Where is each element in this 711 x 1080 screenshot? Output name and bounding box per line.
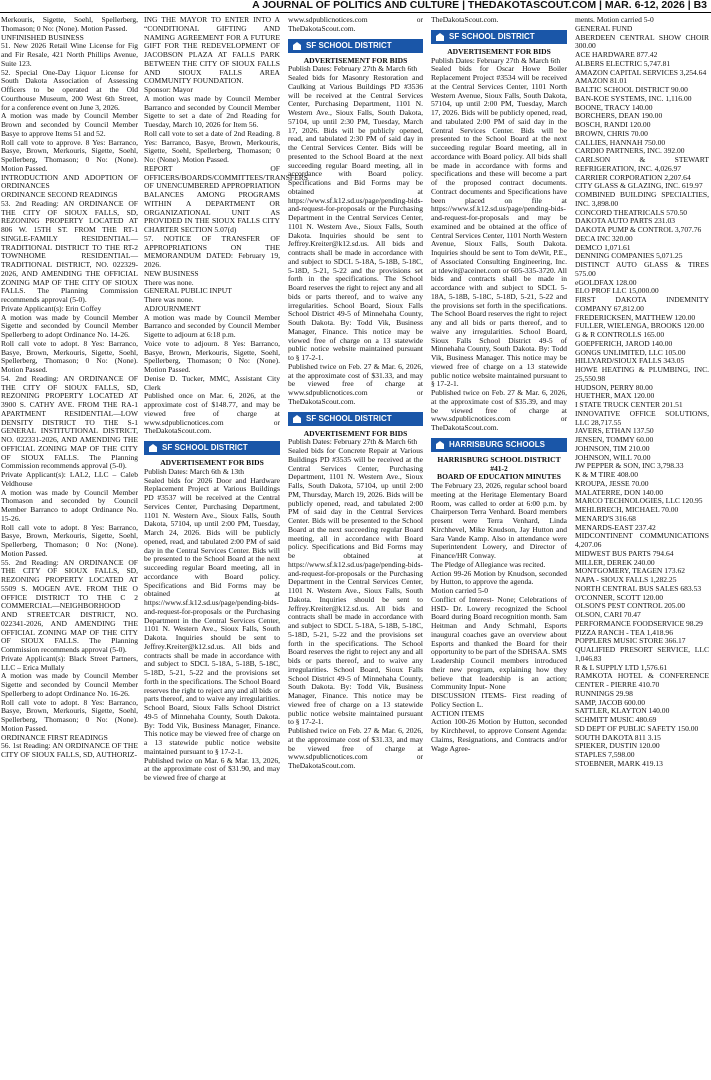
section-banner — [431, 30, 567, 44]
column-2 — [144, 15, 308, 1076]
column-5 — [575, 16, 709, 1076]
ad-heading: ADVERTISEMENT FOR BIDS — [303, 55, 408, 65]
ad-heading: ADVERTISEMENT FOR BIDS — [303, 428, 408, 438]
column-4 — [431, 16, 567, 1076]
city-council-minutes-end: ING THE MAYOR TO ENTER INTO A “CONDITIONAL GIFTING AND NAMING AGREEMENT FOR A FUTURE GIFT FOR THE REDEVELOPMENT OF JACOBSON PLAZA AT FALLS PARK BETWEEN THE CITY OF SIOUX FALLS AND SIOUX FALLS AREA COMMUNITY FOUNDATION. Sponsor: Mayor A motion was made by Council Member Barranco and seconded by Council Member Sigette to set a date of 2nd Reading for Tuesday, March 10, 2026 for Item 56. Roll call vote to set a date of 2nd Reading. 8 Yes: Barranco, Basye, Brown, Merkouris, Sigette, Soehl, Spellerberg, Thomason; 0 No: (None). Motion Passed. REPORT OF OFFICERS/BOARDS/COMMITTEES/TRANSFERS OF UNENCUMBERED APPROPRIATION BALANCES AMONG PROGRAMS WITHIN A DEPARTMENT OR ORGANIZATIONAL UNIT AS PROVIDED IN THE SIOUX FALLS CITY CHARTER SECTION 5.07(d) 57. NOTICE OF TRANSFER OF APPROPRIATIONS ON THE MEMORANDUM DATED: February 19, 2026. NEW BUSINESS There was none. GENERAL PUBLIC INPUT There was none. ADJOURNMENT A motion was made by Council Member Barranco and seconded by Council Member Sigette to adjourn at 6:18 p.m. Voice vote to adjourn. 8 Yes: Barranco, Basye, Brown, Merkouris, Sigette, Soehl, Spellerberg, Thomason; 0 No: (None). Motion Passed. Denise D. Tucker, MMC, Assistant City Clerk Published once on Mar. 6, 2026, at the approximate cost of $148.77, and may be viewed free of charge at www.sdpublicnotices.com or TheDakotaScout.com. — [144, 15, 308, 436]
section-banner-label: SF SCHOOL DISTRICT — [306, 413, 392, 423]
city-council-minutes-continued: Merkouris, Sigette, Soehl, Spellerberg, Thomason; 0 No: (None). Motion Passed. UNFINISHED BUSINESS 51. New 2026 Retail Wine License for Fig and Fir Resale, 421 North Phillips Avenue, Suite 123. 52. Special One-Day Liquor License for South Dakota Association of Assessing Officers to be operated at the Old Courthouse Museum, 200 West 6th Street, for a conference event on June 3, 2026. A motion was made by Council Member Brown and seconded by Council Member Basye to approve Items 51 and 52. Roll call vote to approve. 8 Yes: Barranco, Basye, Brown, Merkouris, Sigette, Soehl, Spellerberg, Thomason; 0 No: (None). Motion Passed. INTRODUCTION AND ADOPTION OF ORDINANCES ORDINANCE SECOND READINGS 53. 2nd Reading: AN ORDINANCE OF THE CITY OF SIOUX FALLS, SD, REZONING PROPERTY LOCATED AT 806 W. 15TH ST. FROM THE RT-1 SINGLE-FAMILY RESIDENTIAL—TRADITIONAL DISTRICT TO THE RT-2 TOWNHOME RESIDENTIAL—TRADITIONAL DISTRICT, NO. 022329-2026, AND AMENDING THE OFFICIAL ZONING MAP OF THE CITY OF SIOUX FALLS. The Planning Commission recommends approval (5-0). Private Applicant(s): Erin Coffey A motion was made by Council Member Sigette and seconded by Council Member Spellerberg to adopt Ordinance No. 14-26. Roll call vote to adopt. 8 Yes: Barranco, Basye, Brown, Merkouris, Sigette, Soehl, Spellerberg, Thomason; 0 No: (None). Motion Passed. 54. 2nd Reading: AN ORDINANCE OF THE CITY OF SIOUX FALLS, SD, REZONING PROPERTY LOCATED AT 3900 S. CATHY AVE. FROM THE RA-1 APARTMENT RESIDENTIAL—LOW DENSITY DISTRICT TO THE S-1 GENERAL INSTITUTIONAL DISTRICT, NO. 022331-2026, AND AMENDING THE OFFICIAL ZONING MAP OF THE CITY OF SIOUX FALLS. The Planning Commission recommends approval (5-0). Private Applicant(s): LAL2, LLC – Caleb Veldhouse A motion was made by Council Member Thomason and seconded by Council Member Barranco to adopt Ordinance No. 15-26. Roll call vote to adopt. 8 Yes: Barranco, Basye, Brown, Merkouris, Sigette, Soehl, Spellerberg, Thomason; 0 No: (None). Motion Passed. 55. 2nd Reading: AN ORDINANCE OF THE CITY OF SIOUX FALLS, SD, REZONING PROPERTY LOCATED AT 5509 S. MOGEN AVE. FROM THE O OFFICE DISTRICT TO THE C 2 COMMERCIAL—NEIGHBORHOOD AND STREETCAR DISTRICT, NO. 022341-2026, AND AMENDING THE OFFICIAL ZONING MAP OF THE CITY OF SIOUX FALLS. The Planning Commission recommends approval (5-0). Private Applicant(s): Black Street Partners, LLC – Erica Mullaly A motion was made by Council Member Sigette and seconded by Council Member Spellerberg to adopt Ordinance No. 16-26. Roll call vote to adopt. 8 Yes: Barranco, Basye, Brown, Merkouris, Sigette, Soehl, Spellerberg, Thomason; 0 No: (None). Motion Passed. ORDINANCE FIRST READINGS 56. 1st Reading: AN ORDINANCE OF THE CITY OF SIOUX FALLS, SD, AUTHORIZ- — [1, 15, 138, 759]
masthead — [0, 0, 711, 13]
section-banner-label: SF SCHOOL DISTRICT — [306, 40, 392, 50]
minutes-body: The February 23, 2026, regular school board meeting at the Heritage Elementary Board Room, was called to order at 6:00 p.m. by Chairperson Terra Venhard. Board members present were Terra Venhard, Linda Kirchhevel, Mike Knudson, Jay Hutton and Sara Vande Kamp. Also in attendance were Superintendent Lowery, and Director of Finance/HR Conway. The Pledge of Allegiance was recited. Action 99-26 Motion by Knudson, seconded by Hutton, to approve the agenda. Motion carried 5-0 Conflict of Interest- None; Celebrations of HSD- Dr. Lowery recognized the School Board during Board recognition month. Sam Heitman and Andy Schmahl, Esports inaugural coaches gave an overview about Esports and thanked the Board for their opportunity to be part of the SDHSAA. SMS Leadership Council members introduced their new program, explaining how they believe that leadership is an action; Community Input- None DISCUSSION ITEMS- First reading of Policy Section L. ACTION ITEMS Action 100-26 Motion by Hutton, seconded by Kirchhevel, to approve Consent Agenda: Claims, Resignations, and Contracts and/or Wage Agree- — [431, 481, 567, 753]
ad-heading: ADVERTISEMENT FOR BIDS — [160, 458, 264, 467]
column-3 — [288, 16, 423, 1076]
ad-body-boiler: Publish Dates: February 27th & March 6th Sealed bids for Oscar Howe Boiler Replacement Project #3534 will be received at the Central Services Center, 1101 North Western Avenue, Sioux Falls, South Dakota, 57104, up until 2:00 PM, Tuesday, March 17, 2026. Bids will be publicly opened, read, and tabulated 2:00 PM of said day in the Central Services Center. Bids will be presented to the School Board at the next succeeding regular Board meeting, all in accordance with Board policy. All bids shall be made in accordance with forms and specifications and these will become a part of the proposed contract documents. Contract documents and Specifications have been placed on file at https://www.sf.k12.sd.us/page/pending-bids-and-request-for-proposals and may be examined and be obtained at the office of Central Services Center, 1101 North Western Avenue, Sioux Falls, South Dakota. Inquiries should be sent to Tom deWit, P.E., of Associated Consulting Engineering, Inc. at tdewit@aceinet.com or 605-335-3720. All bids and contracts shall be made in accordance with and subject to SDCL 5-18A, 5-18B, 5-18C, 5-18D, 5-21, 5-22 and the provisions set forth in the specifications. The School Board reserves the right to reject any and all bids or parts thereof, and to waive any irregularities. School Board, Sioux Falls School District 49-5 of Minnehaha County, South Dakota. By: Todd Vik, Business Manager. This notice may be viewed free of charge on a 13 statewide public notice website maintained pursuant to § 17-2-1. Published twice on Feb. 27 & Mar. 6, 2026, at the approximate cost of $35.39, and may be viewed free of charge at www.sdpublicnotices.com or TheDakotaScout.com. — [431, 55, 567, 432]
section-banner-label: SF SCHOOL DISTRICT — [449, 31, 535, 41]
school-icon — [435, 32, 445, 42]
school-icon — [292, 414, 302, 424]
ad-body-masonry: Publish Dates: February 27th & March 6th Sealed bids for Masonry Restoration and Caulking at Various Buildings PD #3536 will be received at the Central Services Center, Purchasing Department, 1101 N. Western Ave., Sioux Falls, South Dakota, 57104, up until 2:30 PM, Tuesday, March 17, 2026. Bids will be publicly opened, read, and tabulated 2:30 PM of said day in the Central Services Center. Bids will be presented to the School Board at the next succeeding regular Board meeting, all in accordance with Board policy. Specifications and Bid Forms may be obtained at https://www.sf.k12.sd.us/page/pending-bids-and-request-for-proposals or the Purchasing Department in the Central Services Center, 1101 N. Western Ave., Sioux Falls, South Dakota. Inquiries should be sent to Jeffrey.Kreiter@k12.sd.us. All bids and contracts shall be made in accordance with and subject to SDCL 5-18A, 5-18B, 5-18C, 5-18D, 5-21, 5-22 and the provisions set forth in the specifications. The School Board reserves the right to reject any and all bids or parts thereof, and to waive any irregularities. School Board, Sioux Falls School District 49-5 of Minnehaha County, South Dakota. By: Todd Vik, Business Manager, Finance. This notice may be viewed free of charge on a 13 statewide public notice website maintained pursuant to § 17-2-1. Published twice on Feb. 27 & Mar. 6, 2026, at the approximate cost of $31.33, and may be viewed free of charge at www.sdpublicnotices.com or TheDakotaScout.com. — [288, 64, 423, 406]
school-icon — [435, 440, 445, 450]
ad-body-door-hardware: Publish Dates: March 6th & 13th Sealed bids for 2026 Door and Hardware Replacement Project at Various Buildings PD #3537 will be received at the Central Services Center, Purchasing Department, 1101 N. Western Ave., Sioux Falls, South Dakota, 57104, up until 2:00 PM, Tuesday, March 24, 2026. Bids will be publicly opened, read, and tabulated 2:00 PM of said day in the Central Services Center. Bids will be presented to the School Board at the next succeeding regular Board meeting, all in accordance with Board policy. Specifications and Bid Forms may be obtained at https://www.sf.k12.sd.us/page/pending-bids-and-request-for-proposals or the Purchasing Department in the Central Services Center, 1101 N. Western Ave., Sioux Falls, South Dakota. Inquiries should be sent to Jeffrey.Kreiter@k12.sd.us. All bids and contracts shall be made in accordance with and subject to SDCL 5-18A, 5-18B, 5-18C, 5-18D, 5-21, 5-22 and the provisions set forth in the specifications. The School Board reserves the right to reject any and all bids or parts thereof, and to waive any irregularities. School Board, Sioux Falls School District 49-5 of Minnehaha County, South Dakota. By: Todd Vik, Business Manager, Finance. This notice may be viewed free of charge on a 13 statewide public notice website maintained pursuant to § 17-2-1. Published twice on Mar. 6 & Mar. 13, 2026, at the approximate cost of $31.90, and may be viewed free of charge at — [144, 466, 281, 782]
section-banner — [431, 438, 567, 452]
ad-body-continued: www.sdpublicnotices.com or TheDakotaScout.com. — [288, 15, 423, 33]
column-1 — [1, 16, 138, 1076]
ad-body-concrete: Publish Dates: February 27th & March 6th Sealed bids for Concrete Repair at Various Buildings PD #3535 will be received at the Central Services Center, Purchasing Department, 1101 N. Western Ave., Sioux Falls, South Dakota, 57104, up until 2:00 PM, Thursday, March 19, 2026. Bids will be publicly opened, read, and tabulated 2:00 PM of said day in the Central Services Center. Bids will be presented to the School Board at the next succeeding regular Board meeting, all in accordance with Board policy. Specifications and Bid Forms may be obtained at https://www.sf.k12.sd.us/page/pending-bids-and-request-for-proposals or the Purchasing Department in the Central Services Center, 1101 N. Western Ave., Sioux Falls, South Dakota. Inquiries should be sent to Jeffrey.Kreiter@k12.sd.us. All bids and contracts shall be made in accordance with and subject to SDCL 5-18A, 5-18B, 5-18C, 5-18D, 5-21, 5-22 and the provisions set forth in the specifications. The School Board reserves the right to reject any and all bids or parts thereof, and to waive any irregularities. School Board, Sioux Falls School District 49-5 of Minnehaha County, South Dakota. By: Todd Vik, Business Manager, Finance. This notice may be viewed free of charge on a 13 statewide public notice website maintained pursuant to § 17-2-1. Published twice on Feb. 27 & Mar. 6, 2026, at the approximate cost of $31.33, and may be viewed free of charge at www.sdpublicnotices.com or TheDakotaScout.com. — [288, 437, 423, 770]
section-banner — [144, 441, 280, 455]
school-icon — [292, 41, 302, 51]
section-banner-label: SF SCHOOL DISTRICT — [162, 443, 248, 452]
minutes-heading: HARRISBURG SCHOOL DISTRICT #41-2 BOARD OF EDUCATION MINUTES — [437, 454, 561, 482]
masthead-text: A JOURNAL OF POLITICS AND CULTURE | THEDAKOTASCOUT.COM | MAR. 6-12, 2026 | B3 — [252, 0, 707, 11]
ad-heading: ADVERTISEMENT FOR BIDS — [447, 46, 551, 56]
ad-body-continued: TheDakotaScout.com. — [431, 15, 499, 24]
section-banner — [288, 412, 423, 426]
claims-list: ments. Motion carried 5-0 GENERAL FUND ABERDEEN CENTRAL SHOW CHOIR 300.00 ACE HARDWARE 877.42 ALBERS ELECTRIC 5,747.81 AMAZON CAPITAL SERVICES 3,254.64 AMAZON 81.01 BALTIC SCHOOL DISTRICT 90.00 BAN-KOE SYSTEMS, INC. 1,116.00 BOONE, TRACY 140.00 BORCHERS, DEAN 190.00 BOSCH, RANDI 120.00 BROWN, CHRIS 70.00 CALLIES, HANNAH 750.00 CARDIO PARTNERS, INC. 392.00 CARLSON & STEWART REFRIGERATION, INC. 4,026.97 CARRIER CORPORATION 2,207.64 CITY GLASS & GLAZING, INC. 619.97 COMBINED BUILDING SPECIALTIES, INC. 3,898.00 CONCORD THEATRICALS 570.50 DAKOTA AUTO PARTS 231.03 DAKOTA PUMP & CONTROL 3,707.76 DECA INC 320.00 DEMCO 1,071.61 DENNING COMPANIES 5,071.25 DISTINCT AUTO GLASS & TIRES 575.00 eGOLDFAX 128.00 ELO PROF LLC 15,000.00 FIRST DAKOTA INDEMNITY COMPANY 67,812.00 FREDERICKSEN, MATTHEW 120.00 FULLER, WIELENGA, BROOKS 120.00 G & R CONTROLLS 165.00 GOEPFERICH, JAROD 140.00 GONGS UNLIMITED, LLC 105.00 HILLYARD/SIOUX FALLS 343.05 HOWE HEATING & PLUMBING, INC. 25,550.98 HUDSON, PERRY 80.00 HUETHER, MAX 120.00 I STATE TRUCK CENTER 201.51 INNOVATIVE OFFICE SOLUTIONS, LLC 28,717.55 JAVERS, ETHAN 137.50 JENSEN, TOMMY 60.00 JOHNSON, TIM 210.00 JOHNSON, WILL 70.00 JW PEPPER & SON, INC 3,798.33 K & M TIRE 408.00 KROUPA, JESSE 70.00 MALATERRE, DON 140.00 MARCO TECHNOLOGIES, LLC 120.95 MEHLBRECH, MICHAEL 70.00 MENARD'S 316.68 MENARDS-EAST 237.42 MIDCONTINENT COMMUNICATIONS 4,207.06 MIDWEST BUS PARTS 794.64 MILLER, DEREK 240.00 MONTGOMERY, TEAGEN 173.62 NAPA - SIOUX FALLS 1,282.25 NORTH CENTRAL BUS SALES 683.53 O'CONNER, SCOTT 120.00 OLSON'S PEST CONTROL 205.00 OLSON, CARI 70.47 PERFORMANCE FOODSERVICE 98.29 PIZZA RANCH - TEA 1,418.96 POPPLERS MUSIC STORE 366.17 QUALIFIED PRESORT SERVICE, LLC 1,046.83 R & L SUPPLY LTD 1,576.61 RAMKOTA HOTEL & CONFERENCE CENTER - PIERRE 410.70 RUNNINGS 29.98 SAMP, JACOB 600.00 SATTLER, KLAYTON 140.00 SCHMITT MUSIC 480.69 SD DEPT OF PUBLIC SAFETY 150.00 SOUTH DAKOTA 811 3.15 SPIEKER, DUSTIN 120.00 STAPLES 7,598.00 STOEBNER, MARK 419.13 — [575, 15, 709, 768]
school-icon — [148, 443, 158, 453]
section-banner-label: HARRISBURG SCHOOLS — [449, 439, 546, 449]
section-banner — [288, 39, 423, 53]
